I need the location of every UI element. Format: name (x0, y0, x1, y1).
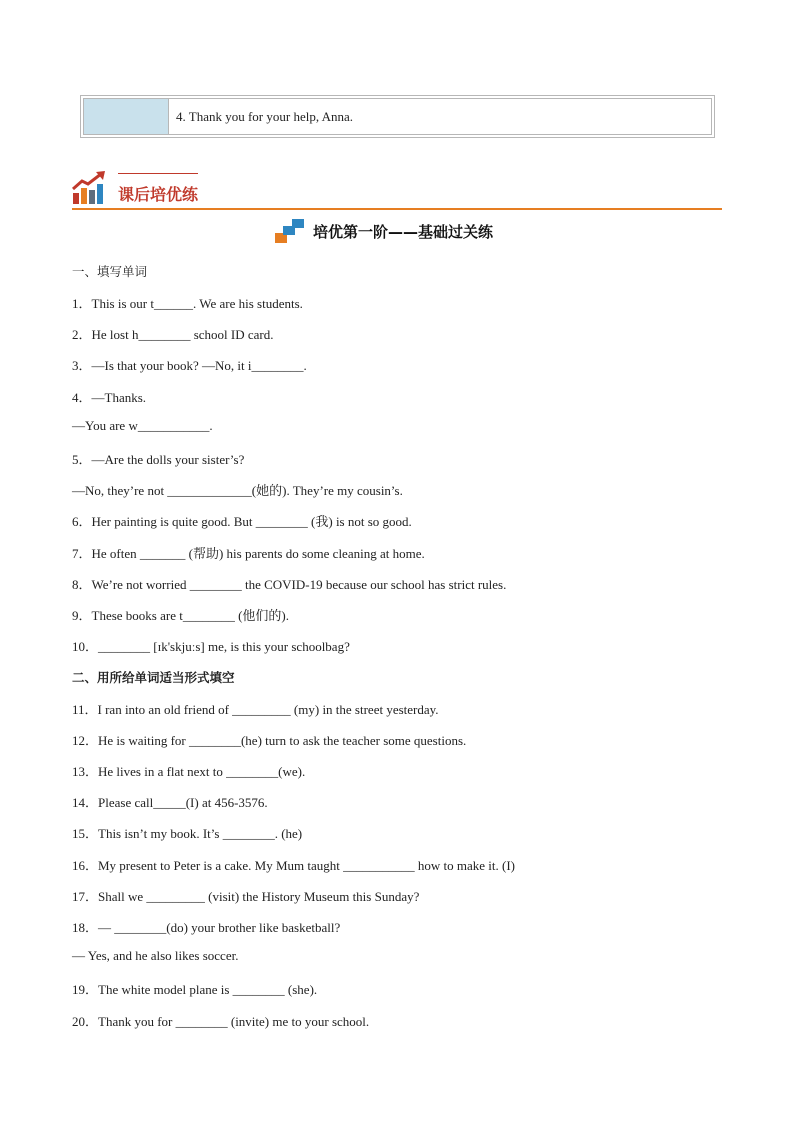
question-line: 8．We’re not worried ________ the COVID-19 because our school has strict rules. (72, 577, 507, 592)
question-line: 18．— ________(do) your brother like basketball? (72, 920, 341, 935)
question-line: 20．Thank you for ________ (invite) me to your school. (72, 1014, 370, 1029)
question-line: 14．Please call_____(I) at 456-3576. (72, 795, 268, 810)
question-line: 12．He is waiting for ________(he) turn to ask the teacher some questions. (72, 733, 467, 748)
answer-table (80, 95, 715, 138)
question-line: 5．—Are the dolls your sister’s? (72, 452, 245, 467)
growth-chart-icon (72, 171, 108, 205)
question-line: 1．This is our t______. We are his students. (72, 296, 303, 311)
question-line: 6．Her painting is quite good. But ________ (我) is not so good. (72, 514, 412, 529)
question-line: 2．He lost h________ school ID card. (72, 327, 274, 342)
stairs-icon (275, 219, 307, 243)
section-header-topline (118, 173, 198, 174)
question-line: 16．My present to Peter is a cake. My Mum taught ___________ how to make it. (I) (72, 858, 516, 873)
question-line: 3．—Is that your book? —No, it i________. (72, 358, 307, 373)
section-title: 课后培优练 (118, 185, 199, 204)
stage-title-text: 培优第一阶——基础过关练 (313, 222, 494, 241)
stage-title (275, 217, 493, 245)
answer-table-text-cell: 4. Thank you for your help, Anna. (176, 109, 354, 124)
question-line: 9．These books are t________ (他们的). (72, 608, 289, 623)
question-line: —You are w___________. (72, 418, 213, 433)
answer-table-label-cell (84, 99, 169, 134)
question-line: 11．I ran into an old friend of _________ (my) in the street yesterday. (72, 702, 439, 717)
part2-heading: 二、用所给单词适当形式填空 (72, 670, 235, 685)
question-line: 15．This isn’t my book. It’s ________. (he) (72, 826, 303, 841)
question-line: 19．The white model plane is ________ (she). (72, 982, 318, 997)
question-line: — Yes, and he also likes soccer. (72, 948, 239, 963)
part1-heading: 一、填写单词 (72, 264, 148, 279)
answer-table-row (83, 98, 712, 135)
question-line: 13．He lives in a flat next to ________(we). (72, 764, 306, 779)
question-line: 10．________ [ɪk'skjuːs] me, is this your schoolbag? (72, 639, 350, 654)
question-line: 7．He often _______ (帮助) his parents do some cleaning at home. (72, 546, 425, 561)
question-line: —No, they’re not _____________(她的). They’re my cousin’s. (72, 483, 403, 498)
section-header (72, 171, 722, 211)
question-line: 17．Shall we _________ (visit) the History Museum this Sunday? (72, 889, 420, 904)
section-divider (72, 208, 722, 210)
question-line: 4．—Thanks. (72, 390, 147, 405)
